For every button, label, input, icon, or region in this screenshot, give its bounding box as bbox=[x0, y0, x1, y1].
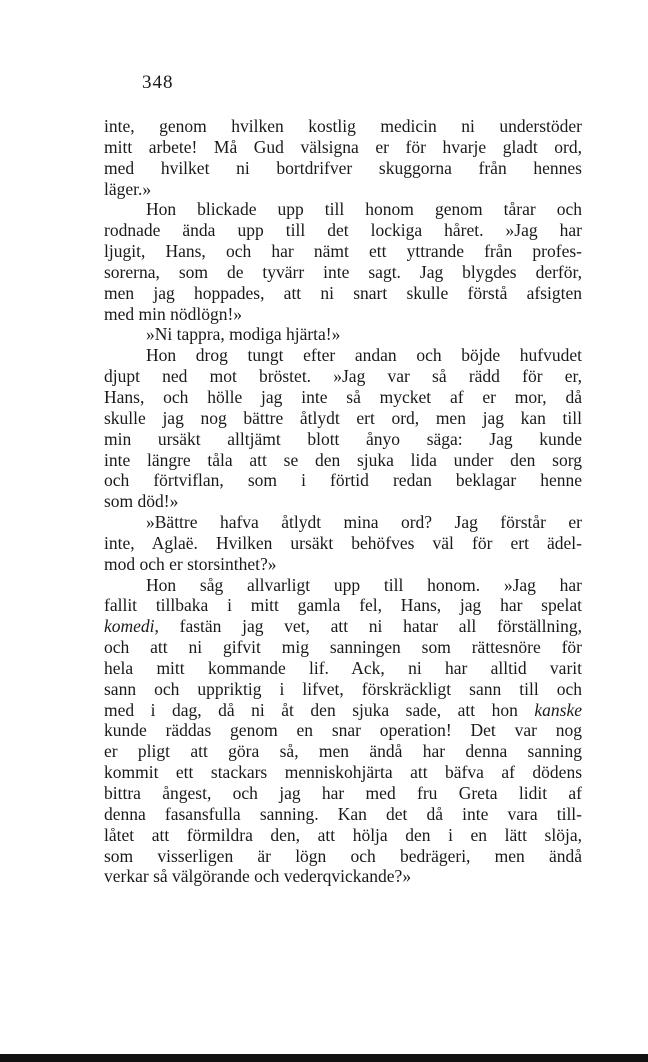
text-line: hela mitt kommande lif. Ack, ni har alltid varit bbox=[104, 657, 582, 678]
text-line: mitt arbete! Må Gud välsigna er för hvarje gladt ord, bbox=[104, 136, 582, 157]
text-line: mod och er storsinthet?» bbox=[104, 553, 277, 574]
text-line: »Ni tappra, modiga hjärta!» bbox=[146, 324, 341, 345]
text-line: min ursäkt alltjämt blott ånyo säga: Jag kunde bbox=[104, 428, 582, 449]
text-line: läger.» bbox=[104, 178, 152, 199]
text-line: ljugit, Hans, och har nämt ett yttrande från profes- bbox=[104, 241, 582, 262]
text-line: som död!» bbox=[104, 491, 179, 512]
text-line: men jag hoppades, att ni snart skulle förstå afsigten bbox=[104, 282, 582, 303]
text-line: verkar så välgörande och vederqvickande?» bbox=[104, 866, 412, 887]
text-line: djupt ned mot bröstet. »Jag var så rädd för er, bbox=[104, 366, 582, 387]
text-line: med i dag, då ni åt den sjuka sade, att hon kanske bbox=[104, 699, 582, 720]
text-line: kunde räddas genom en snar operation! Det var nog bbox=[104, 720, 582, 741]
text-line: kommit ett stackars menniskohjärta att bäfva af dödens bbox=[104, 762, 582, 783]
text-line: inte, genom hvilken kostlig medicin ni understöder bbox=[104, 116, 582, 136]
text-line: Hon såg allvarligt upp till honom. »Jag har bbox=[146, 574, 582, 595]
text-line: sorerna, som de tyvärr inte sagt. Jag blygdes derför, bbox=[104, 261, 582, 282]
body-text bbox=[104, 116, 582, 887]
text-line: och att ni gifvit mig sanningen som rättesnöre för bbox=[104, 637, 582, 658]
text-line: komedi, fastän jag vet, att ni hatar all förställning, bbox=[104, 616, 582, 637]
text-line: med hvilket ni bortdrifver skuggorna från hennes bbox=[104, 157, 582, 178]
text-line: Hon drog tungt efter andan och böjde hufvudet bbox=[146, 345, 582, 366]
text-line: och förtviflan, som i förtid redan beklagar henne bbox=[104, 470, 582, 491]
text-line: Hon blickade upp till honom genom tårar och bbox=[146, 199, 582, 220]
text-line: denna fasansfulla sanning. Kan det då inte vara till- bbox=[104, 803, 582, 824]
text-line: inte, Aglaë. Hvilken ursäkt behöfves väl för ert ädel- bbox=[104, 532, 582, 553]
text-line: med min nödlögn!» bbox=[104, 303, 243, 324]
text-line: skulle jag nog bättre åtlydt ert ord, men jag kan till bbox=[104, 407, 582, 428]
text-line: Hans, och hölle jag inte så mycket af er mor, då bbox=[104, 386, 582, 407]
text-line: fallit tillbaka i mitt gamla fel, Hans, jag har spelat bbox=[104, 595, 582, 616]
text-line: inte längre tåla att se den sjuka lida under den sorg bbox=[104, 449, 582, 470]
text-line: bittra ångest, och jag har med fru Greta lidit af bbox=[104, 783, 582, 803]
text-line: som visserligen är lögn och bedrägeri, men ändå bbox=[104, 845, 582, 866]
page-number: 348 bbox=[142, 72, 174, 93]
text-line: låtet att förmildra den, att hölja den i en lätt slöja, bbox=[104, 824, 582, 845]
text-line: sann och uppriktig i lifvet, förskräckligt sann till och bbox=[104, 678, 582, 699]
text-line: »Bättre hafva åtlydt mina ord? Jag förstår er bbox=[146, 512, 582, 533]
text-line: rodnade ända upp till det lockiga håret. »Jag har bbox=[104, 220, 582, 241]
scan-edge-divider bbox=[0, 1054, 648, 1062]
text-line: er pligt att göra så, men ändå har denna sanning bbox=[104, 741, 582, 762]
